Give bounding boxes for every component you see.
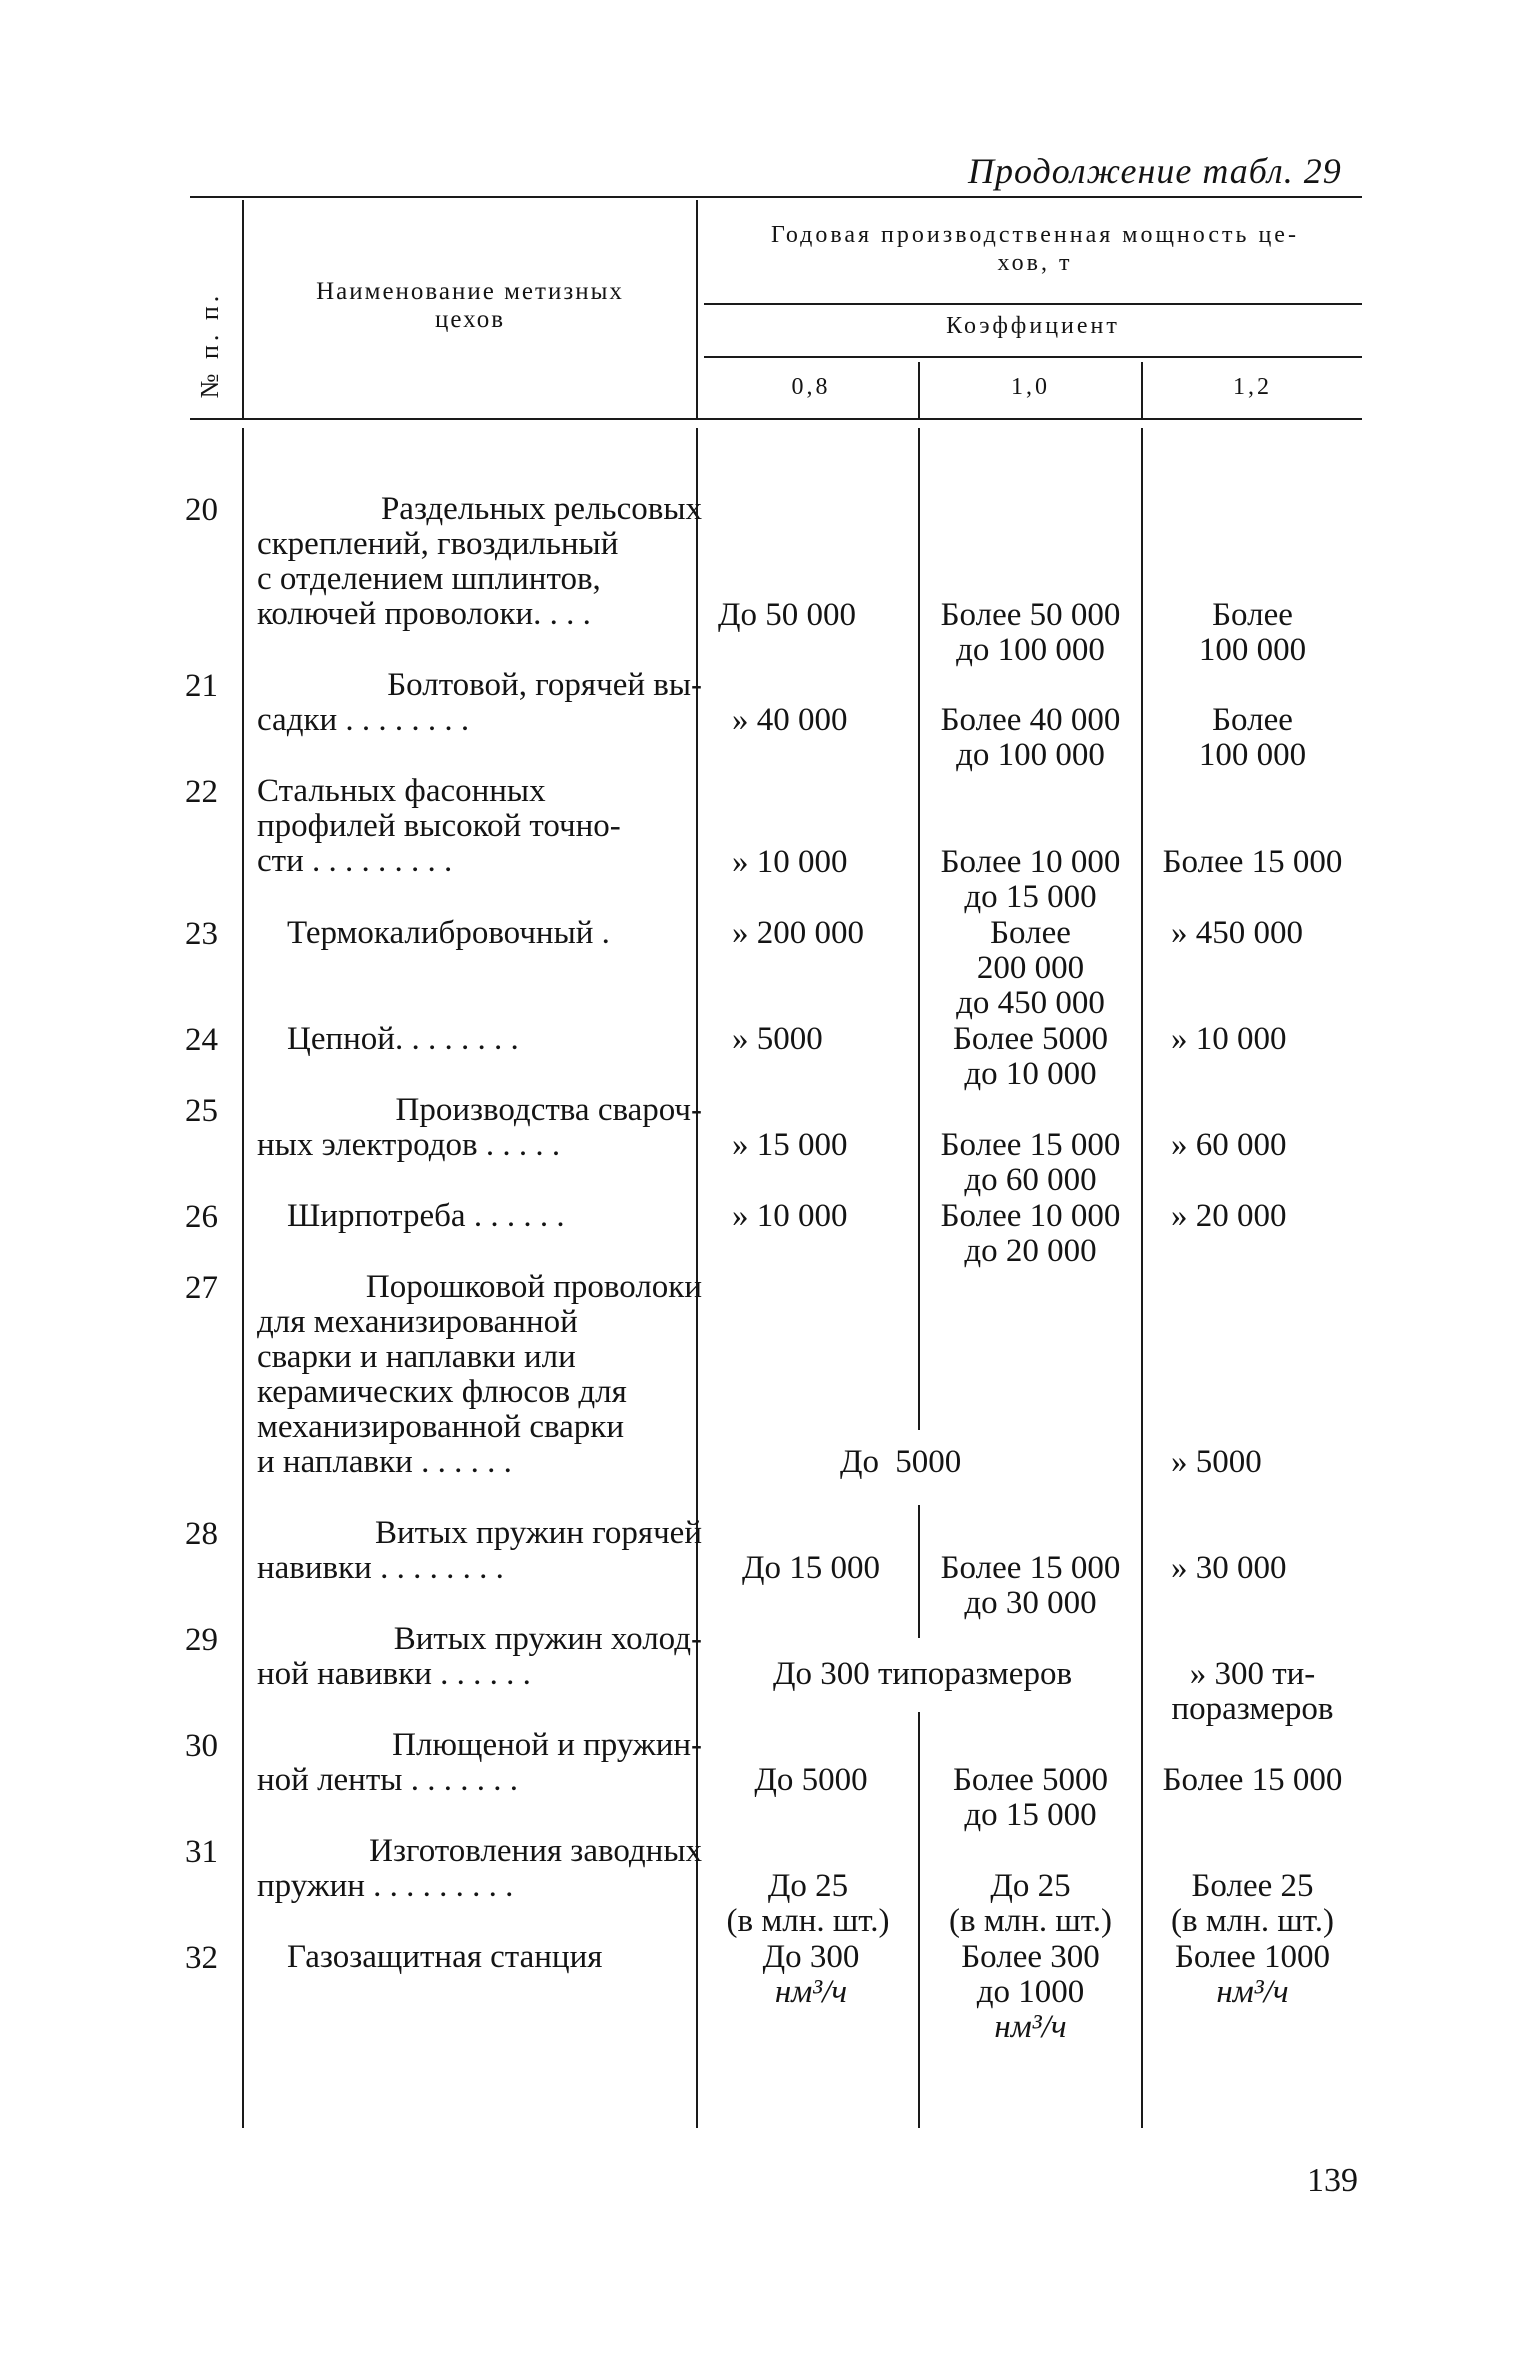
header-bottom-rule [190, 418, 1362, 420]
body-vline-num [242, 428, 244, 2128]
row-name-line: для механизированной [257, 1304, 578, 1340]
cell-line: (в млн. шт.) [1171, 1903, 1334, 1939]
cell-c10 [920, 1128, 1141, 1198]
row-name-line: Раздельных рельсовых [380, 491, 702, 527]
row-name-line: механизированной сварки [257, 1409, 624, 1445]
cell-line: Более 15 000 [1162, 844, 1343, 880]
row-name-line: Производства свароч- [395, 1092, 702, 1128]
cell-c12: » 20 000 [1171, 1198, 1287, 1234]
row-name-line: ной ленты . . . . . . . [257, 1762, 518, 1798]
cell-line: до 100 000 [956, 632, 1105, 668]
cell-line: Более 1000 [1174, 1939, 1331, 1975]
row-number: 32 [185, 1940, 218, 1976]
cell-c08 [698, 1869, 918, 1939]
cell-c08 [704, 1940, 918, 2010]
row-name [257, 1270, 702, 1480]
cell-line: до 30 000 [964, 1585, 1097, 1621]
cell-line: Более 50 000 [940, 597, 1121, 633]
cell-line: до 20 000 [964, 1233, 1097, 1269]
row-name-line: навивки . . . . . . . . [257, 1550, 504, 1586]
row-name-line: Стальных фасонных [257, 773, 546, 809]
cell-line: нм³/ч [774, 1974, 848, 2010]
cell-line: Более 10 000 [940, 1198, 1121, 1234]
cell-c10 [920, 1022, 1141, 1092]
cell-c08: » 10 000 [732, 1198, 848, 1234]
cell-line: до 15 000 [964, 1797, 1097, 1833]
row-name-line: керамических флюсов для [257, 1374, 627, 1410]
row-name [257, 1093, 702, 1163]
cell-c12 [1143, 845, 1362, 880]
row-name [257, 1622, 702, 1692]
cell-line: Более 10 000 [940, 844, 1121, 880]
row-name [257, 668, 702, 738]
row-name-line: Газозащитная станция [287, 1939, 603, 1975]
row-name-line: Цепной. . . . . . . . [287, 1021, 519, 1057]
cell-c12: » 60 000 [1171, 1127, 1287, 1163]
row-name-line: скреплений, гвоздильный [257, 526, 619, 562]
row-name-line: Болтовой, горячей вы- [387, 667, 702, 703]
cell-c08: До 15 000 [741, 1550, 880, 1586]
row-number: 30 [185, 1728, 218, 1764]
cell-line: до 15 000 [964, 879, 1097, 915]
header-capacity-line1: Годовая производственная мощность це- [771, 222, 1299, 248]
cell-c10 [920, 1551, 1141, 1621]
header-vline-num [242, 200, 244, 418]
cell-line: До 25 [767, 1868, 849, 1904]
cell-line: поразмеров [1171, 1691, 1334, 1727]
row-number: 31 [185, 1834, 218, 1870]
cell-line: » 300 ти- [1189, 1656, 1316, 1692]
table-top-rule [190, 196, 1362, 198]
row-name-line: Изготовления заводных [369, 1833, 702, 1869]
cell-c08-c10-merged: До 5000 [840, 1444, 962, 1480]
header-coef-10: 1,0 [1011, 374, 1050, 400]
cell-c08: До 5000 [754, 1762, 868, 1798]
cell-c12 [1143, 1940, 1362, 2010]
cell-line: Более 5000 [952, 1762, 1109, 1798]
row-name-line: пружин . . . . . . . . . [257, 1868, 514, 1904]
row-name-line: Витых пружин холод- [393, 1621, 702, 1657]
cell-c10 [920, 916, 1141, 1021]
cell-c10 [920, 598, 1141, 668]
header-num-col: № п. п. [195, 291, 224, 399]
cell-line: до 450 000 [956, 985, 1105, 1021]
cell-line: (в млн. шт.) [726, 1903, 890, 1939]
row-name-line: профилей высокой точно- [257, 808, 621, 844]
cell-c08: » 10 000 [732, 844, 848, 880]
row-name [287, 916, 732, 951]
row-number: 22 [185, 774, 218, 810]
row-name-line: с отделением шплинтов, [257, 561, 601, 597]
row-number: 24 [185, 1022, 218, 1058]
cell-c10 [920, 1940, 1141, 2045]
cell-line: До 25 [990, 1868, 1071, 1904]
cell-c10 [920, 703, 1141, 773]
header-coefficient: Коэффициент [946, 313, 1120, 339]
cell-line: нм³/ч [1216, 1974, 1289, 2010]
row-number: 25 [185, 1093, 218, 1129]
header-coef-12: 1,2 [1233, 374, 1272, 400]
cell-c12: Более 15 000 [1162, 1762, 1343, 1798]
page-number: 139 [1307, 2162, 1358, 2199]
cell-c08: » 200 000 [732, 915, 864, 951]
row-name [257, 492, 702, 632]
cell-c10 [920, 1763, 1141, 1833]
row-name-line: сти . . . . . . . . . [257, 843, 453, 879]
cell-line: Более 5000 [952, 1021, 1109, 1057]
row-name [287, 1199, 732, 1234]
cell-line: 100 000 [1198, 737, 1307, 773]
cell-line: до 10 000 [964, 1056, 1097, 1092]
cell-line: (в млн. шт.) [949, 1903, 1112, 1939]
row-number: 21 [185, 668, 218, 704]
cell-line: Более [1212, 702, 1293, 738]
row-number: 20 [185, 492, 218, 528]
row-name [257, 1834, 702, 1904]
cell-c12 [1143, 1869, 1362, 1939]
cell-line: Более 15 000 [940, 1127, 1121, 1163]
cell-c08: » 40 000 [732, 702, 848, 738]
cell-line: до 100 000 [956, 737, 1105, 773]
cell-line: нм³/ч [994, 2009, 1067, 2045]
cell-line: 100 000 [1198, 632, 1307, 668]
cell-c12 [1143, 1657, 1362, 1727]
row-name-line: Термокалибровочный . [287, 915, 610, 951]
cell-c08-c10-merged: До 300 типоразмеров [772, 1656, 1073, 1692]
row-name-line: Витых пружин горячей [375, 1515, 702, 1551]
header-name-col: Наименование метизных цехов [316, 278, 624, 333]
row-number: 27 [185, 1270, 218, 1306]
cell-c10 [920, 1199, 1141, 1269]
cell-c10 [920, 845, 1141, 915]
cell-c12: » 10 000 [1171, 1021, 1287, 1057]
row-name [287, 1940, 732, 1975]
row-name-line: ных электродов . . . . . [257, 1127, 561, 1163]
row-number: 23 [185, 916, 218, 952]
header-capacity-line2: хов, т [997, 250, 1073, 276]
header-coef-08: 0,8 [791, 374, 831, 400]
cell-c08: » 5000 [732, 1021, 823, 1057]
cell-line: Более 15 000 [940, 1550, 1121, 1586]
row-name-line: колючей проволоки. . . . [257, 596, 591, 632]
row-name-line: и наплавки . . . . . . [257, 1444, 512, 1480]
cell-c12 [1143, 703, 1362, 773]
cell-line: до 1000 [976, 1974, 1085, 2010]
cell-c12: » 30 000 [1171, 1550, 1287, 1586]
cell-c12: » 450 000 [1171, 915, 1303, 951]
row-name-line: Плющеной и пружин- [392, 1727, 702, 1763]
cell-line: Более 25 [1191, 1868, 1314, 1904]
header-coefficient-rule [704, 356, 1362, 358]
row-name-line: Порошковой проволоки [365, 1269, 702, 1305]
row-name [257, 1728, 702, 1798]
row-number: 26 [185, 1199, 218, 1235]
row-number: 29 [185, 1622, 218, 1658]
row-number: 28 [185, 1516, 218, 1552]
cell-line: Более 40 000 [940, 702, 1121, 738]
cell-line: Более [990, 915, 1071, 951]
cell-line: Более 300 [961, 1939, 1100, 1975]
cell-c08: До 50 000 [718, 597, 857, 633]
row-name [287, 1022, 732, 1057]
header-vline-name [696, 200, 698, 418]
cell-line: до 60 000 [964, 1162, 1097, 1198]
cell-c08: » 15 000 [732, 1127, 848, 1163]
cell-c12 [1143, 598, 1362, 668]
row-name-line: садки . . . . . . . . [257, 702, 470, 738]
row-name-line: Ширпотреба . . . . . . [287, 1198, 565, 1234]
row-name-line: ной навивки . . . . . . [257, 1656, 531, 1692]
cell-line: До 300 [762, 1939, 860, 1975]
row-name [257, 1516, 702, 1586]
cell-c12: » 5000 [1171, 1444, 1262, 1480]
row-name [257, 774, 702, 879]
cell-line: Более [1212, 597, 1293, 633]
cell-line: 200 000 [976, 950, 1085, 986]
table-caption: Продолжение табл. 29 [968, 151, 1342, 191]
header-capacity-rule [704, 303, 1362, 305]
row-name-line: сварки и наплавки или [257, 1339, 576, 1375]
cell-c10 [920, 1869, 1141, 1939]
